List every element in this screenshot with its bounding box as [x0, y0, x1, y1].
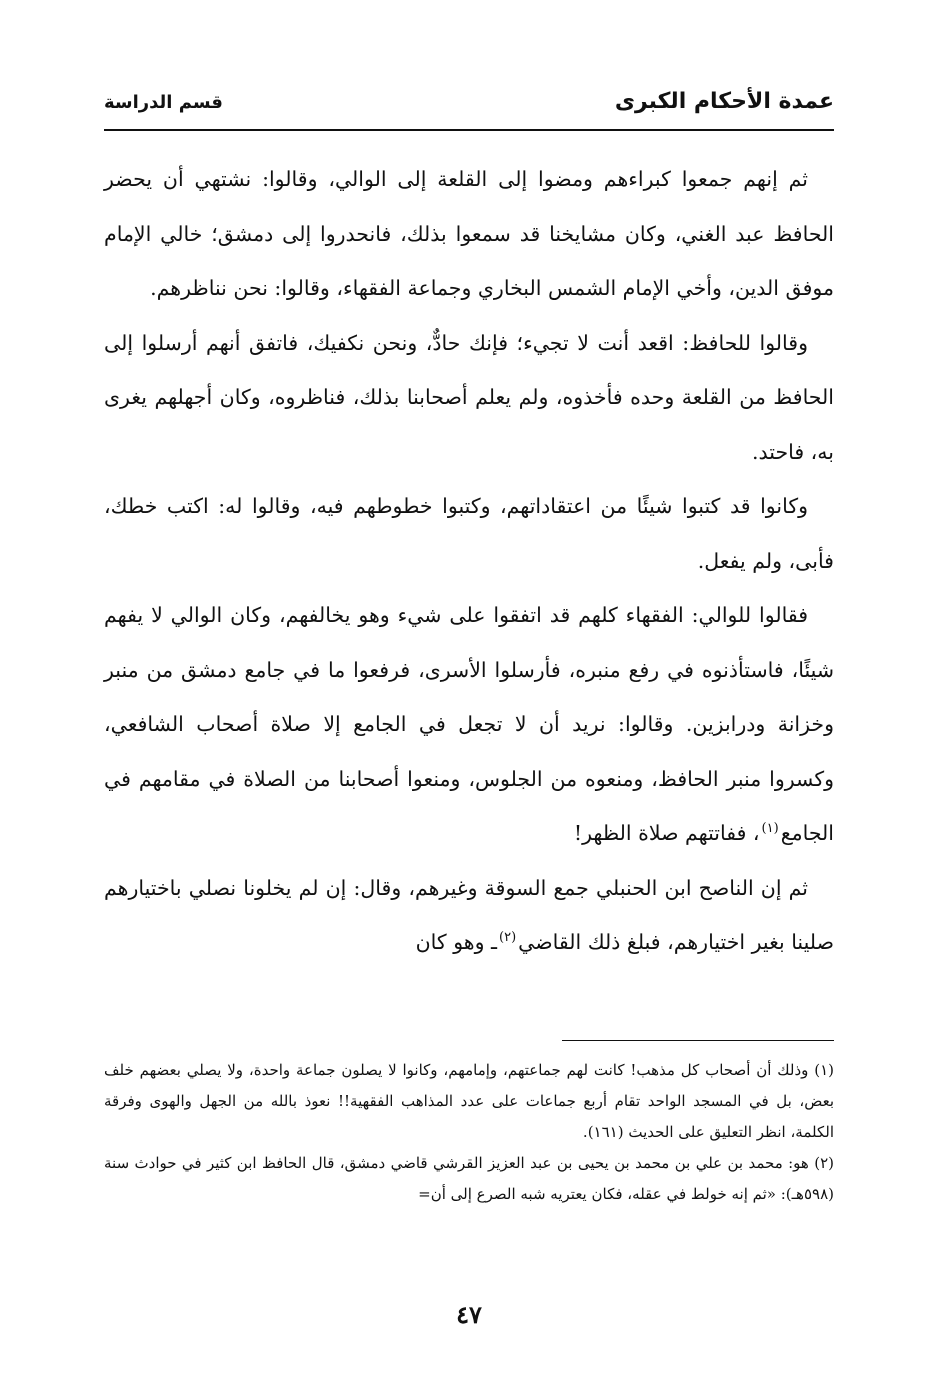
footnote-ref-2[interactable]: (٢)	[499, 930, 517, 946]
section-title: قسم الدراسة	[104, 92, 223, 113]
footnote-ref-1[interactable]: (١)	[761, 821, 779, 837]
footnote-divider	[562, 1040, 834, 1041]
book-title: عمدة الأحكام الكبرى	[614, 89, 834, 114]
footnote-1: (١) وذلك أن أصحاب كل مذهب! كانت لهم جماعتهم، وإمامهم، وكانوا لا يصلون جماعة واحدة، ولا يصلي بعضهم خلف بعض، بل في المسجد الواحد تقام أربع جماعات على عدد المذاهب الفقهية!! نعوذ بالله من الجهل والهوى وفرقة الكلمة، انظر التعليق على الحديث (١٦١).	[104, 1061, 834, 1141]
paragraph-5-text: ثم إن الناصح ابن الحنبلي جمع السوقة وغيرهم، وقال: إن لم يخلونا نصلي باختيارهم صلينا بغير اختيارهم، فبلغ ذلك القاضي	[104, 875, 834, 954]
paragraph-5-tail: ـ وهو كان	[415, 930, 498, 954]
header-divider	[104, 129, 834, 131]
paragraph-4-tail: ، ففاتتهم صلاة الظهر!	[573, 821, 760, 845]
paragraph-5	[104, 861, 834, 970]
footnotes	[104, 1055, 834, 1210]
paragraph-4-text: فقالوا للوالي: الفقهاء كلهم قد اتفقوا على شيء وهو يخالفهم، وكان الوالي لا يفهم شيئًا، فاستأذنوه في رفع منبره، فأرسلوا الأسرى، فرفعوا ما في جامع دمشق من منبر وخزانة ودرابزين. وقالوا: نريد أن لا تجعل في الجامع إلا صلاة أصحاب الشافعي، وكسروا منبر الحافظ، ومنعوه من الجلوس، ومنعوا أصحابنا من الصلاة في مقامهم في الجامع	[104, 603, 834, 845]
paragraph-2: وقالوا للحافظ: اقعد أنت لا تجيء؛ فإنك حادٌّ، ونحن نكفيك، فاتفق أنهم أرسلوا إلى الحافظ من القلعة وحده فأخذوه، ولم يعلم أصحابنا بذلك، فناظروه، وكان أجهلهم يغرى به، فاحتد.	[104, 330, 834, 464]
paragraph-1: ثم إنهم جمعوا كبراءهم ومضوا إلى القلعة إلى الوالي، وقالوا: نشتهي أن يحضر الحافظ عبد الغني، وكان مشايخنا قد سمعوا بذلك، فانحدروا إلى دمشق؛ خالي الإمام موفق الدين، وأخي الإمام الشمس البخاري وجماعة الفقهاء، وقالوا: نحن نناظرهم.	[104, 167, 834, 300]
main-text	[104, 152, 834, 970]
page-number: ٤٧	[456, 1300, 482, 1329]
paragraph-4	[104, 588, 834, 861]
running-header	[104, 86, 834, 122]
footnote-2: (٢) هو: محمد بن علي بن محمد بن يحيى بن عبد العزيز القرشي قاضي دمشق، قال الحافظ ابن كثير في حوادث سنة (٥٩٨هـ): «ثم إنه خولط في عقله، فكان يعتريه شبه الصرع إلى أن=	[104, 1154, 834, 1203]
paragraph-3: وكانوا قد كتبوا شيئًا من اعتقاداتهم، وكتبوا خطوطهم فيه، وقالوا له: اكتب خطك، فأبى، ولم يفعل.	[104, 494, 834, 573]
